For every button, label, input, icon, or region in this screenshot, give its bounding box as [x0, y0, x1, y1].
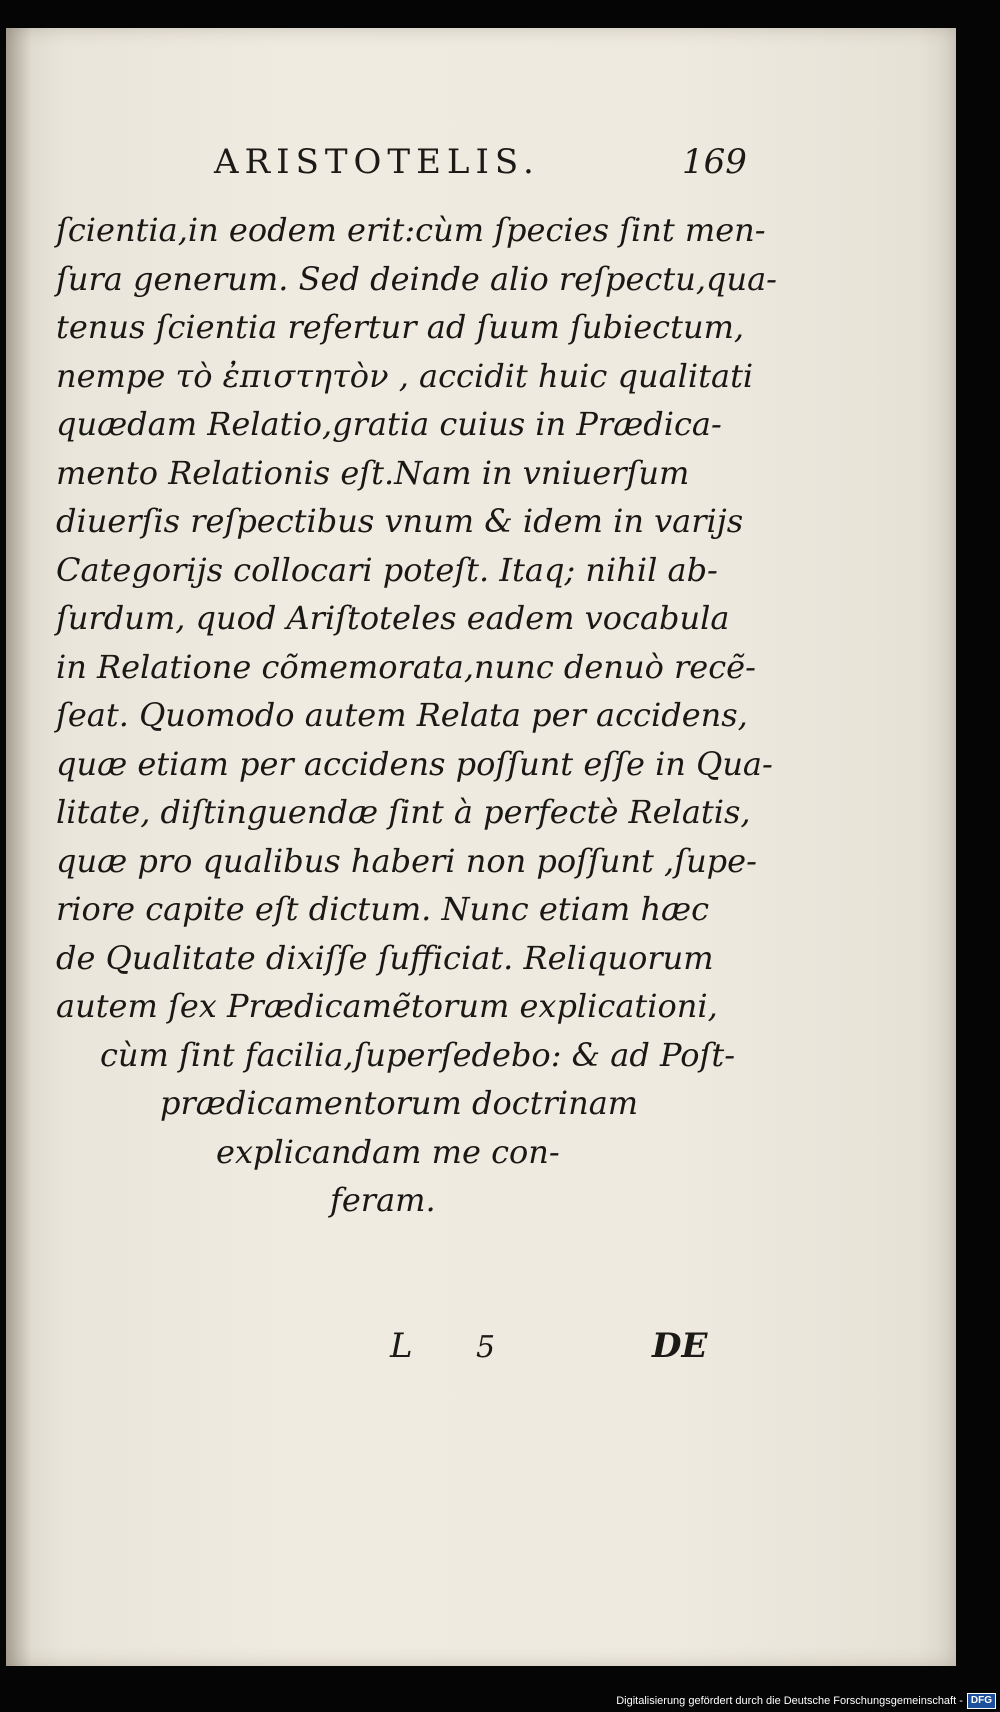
text-line: ſeat. Quomodo autem Relata per accidens,	[56, 696, 748, 734]
text-line: quæ pro qualibus haberi non poſſunt ,ſupe-	[56, 841, 757, 880]
text-line: mento Relationis eſt.Nam in vniuerſum	[56, 453, 690, 492]
running-head	[6, 142, 956, 202]
text-line: ſura generum. Sed deinde alio reſpectu,qua-	[56, 259, 777, 298]
page-number: 169	[682, 142, 747, 182]
signature-number: 5	[476, 1330, 496, 1365]
text-line: diuerſis reſpectibus vnum & idem in varijs	[56, 502, 744, 540]
text-line: prædicamentorum doctrinam	[160, 1084, 639, 1122]
page-footer	[6, 1326, 956, 1376]
text-line: Categorijs collocari poteſt. Itaq; nihil ab-	[56, 550, 718, 589]
gutter-shadow	[6, 28, 32, 1666]
signature-mark: L	[390, 1326, 413, 1366]
text-line: quædam Relatio,gratia cuius in Prædica-	[56, 405, 722, 443]
text-line: ſcientia,in eodem erit:cùm ſpecies ſint men-	[56, 211, 766, 249]
text-line: tenus ſcientia refertur ad ſuum ſubiectum,	[56, 308, 745, 346]
text-line: autem ſex Prædicamẽtorum explicationi,	[56, 987, 718, 1025]
text-line: in Relatione cõmemorata,nunc denuò recẽ-	[56, 647, 756, 686]
book-page	[6, 28, 956, 1666]
text-line: ſurdum, quod Ariſtoteles eadem vocabula	[56, 599, 730, 637]
credit-text: Digitalisierung gefördert durch die Deutsche Forschungsgemeinschaft -	[616, 1695, 963, 1707]
text-line: feram.	[330, 1181, 436, 1219]
text-line: quæ etiam per accidens poſſunt eſſe in Qua-	[56, 744, 773, 783]
digitization-credit	[616, 1693, 996, 1709]
text-line: nempe τὸ ἐπιστητὸν , accidit huic qualitati	[56, 356, 754, 395]
catchword: DE	[652, 1326, 708, 1366]
text-line: litate, diſtinguendæ ſint à perfectè Relatis,	[56, 793, 751, 831]
running-head-title: ARISTOTELIS.	[214, 142, 540, 182]
text-line: de Qualitate dixiſſe ſufficiat. Reliquorum	[56, 938, 714, 977]
body-text	[56, 206, 777, 1225]
text-line: cùm ſint facilia,ſuperſedebo: & ad Poſt-	[100, 1035, 736, 1074]
text-line: riore capite eſt dictum. Nunc etiam hæc	[56, 890, 710, 928]
dfg-logo: DFG	[967, 1693, 996, 1709]
text-line: explicandam me con-	[216, 1132, 560, 1171]
